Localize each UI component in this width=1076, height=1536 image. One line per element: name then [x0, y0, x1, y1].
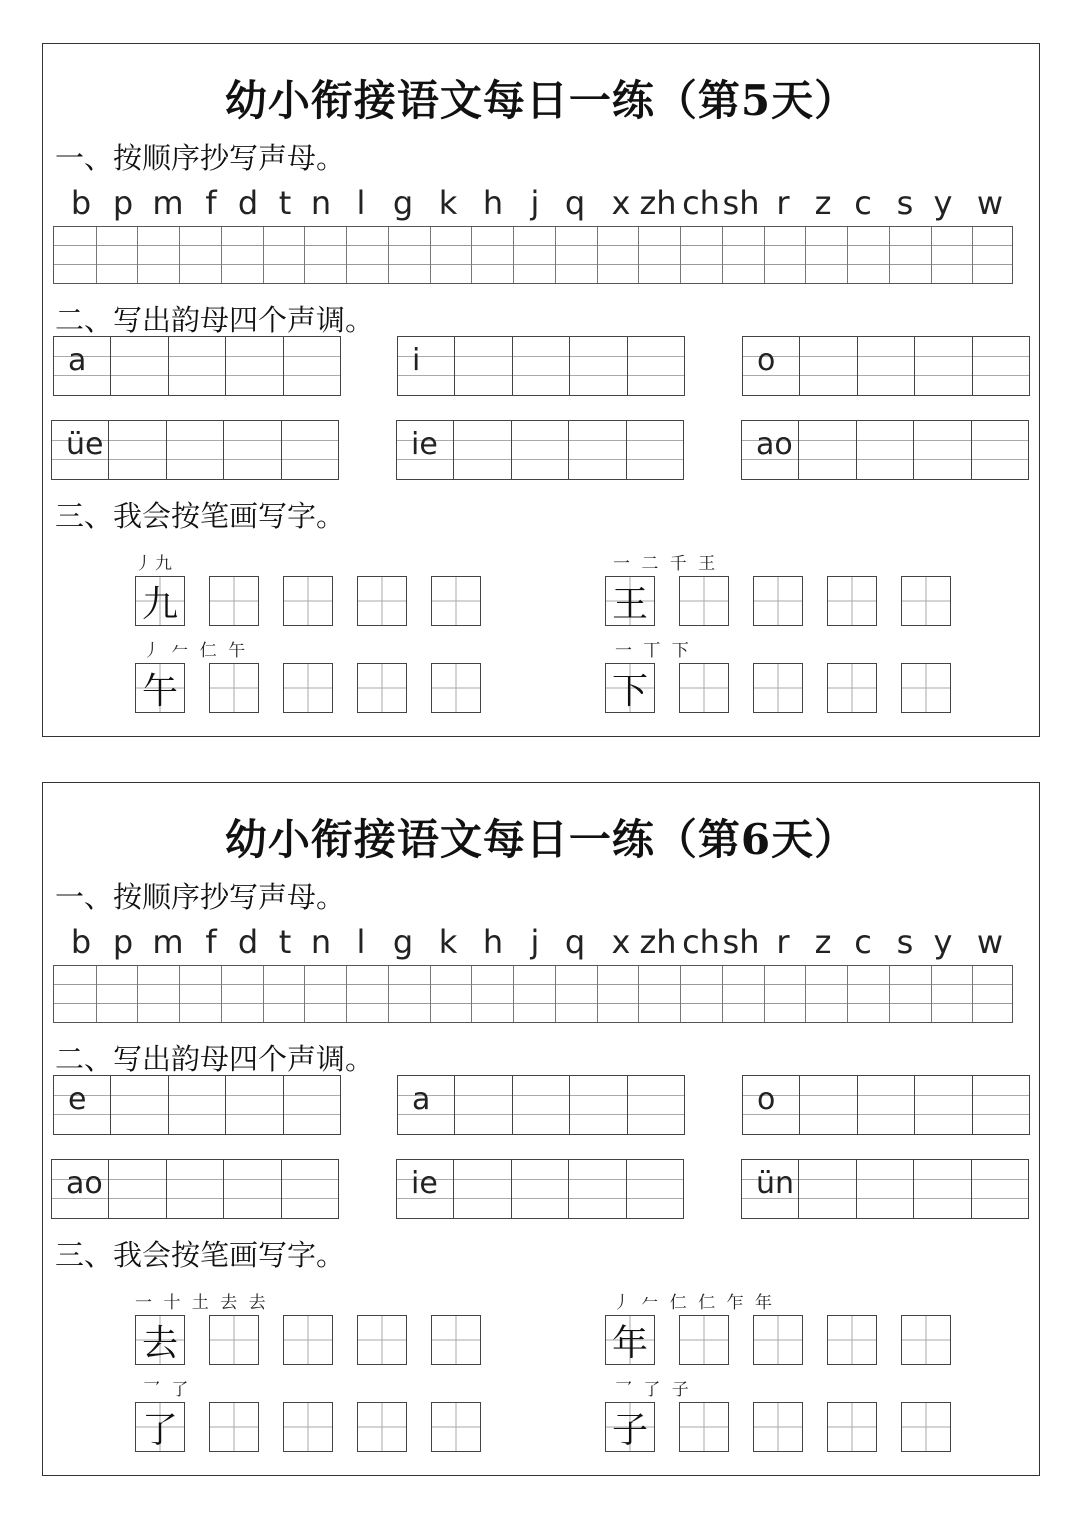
worksheet-title: 幼小衔接语文每日一练（第6天） [224, 815, 858, 864]
stroke-order-hint: 丿九 [135, 554, 175, 574]
tone-writing-cell[interactable] [799, 1160, 856, 1218]
tone-writing-cell[interactable] [570, 337, 627, 395]
tone-writing-cell[interactable] [455, 1076, 512, 1134]
final-label-cell [398, 337, 455, 395]
practice-character-box[interactable] [753, 576, 803, 626]
grid-column-line [137, 966, 138, 1022]
grid-column-line [263, 227, 264, 283]
final-tone-row[interactable] [53, 336, 341, 396]
tone-writing-cell[interactable] [915, 337, 972, 395]
grid-column-line [513, 227, 514, 283]
practice-character-box[interactable] [283, 1402, 333, 1452]
tone-writing-cell[interactable] [224, 421, 281, 479]
tone-writing-cell[interactable] [512, 1160, 569, 1218]
final-label-cell [397, 1160, 454, 1218]
initial-letter: z [814, 184, 832, 222]
grid-column-line [304, 966, 305, 1022]
initial-letter: b [70, 923, 92, 961]
final-tone-row[interactable] [397, 336, 685, 396]
grid-column-line [847, 227, 848, 283]
initial-letter: d [237, 184, 259, 222]
grid-column-line [137, 227, 138, 283]
section-1-heading: 一、按顺序抄写声母。 [55, 141, 346, 175]
initial-letter: q [564, 184, 586, 222]
initial-letter: c [854, 184, 872, 222]
worksheet-title: 幼小衔接语文每日一练（第5天） [224, 76, 858, 125]
tone-writing-cell[interactable] [284, 337, 340, 395]
initial-letter: l [356, 923, 366, 961]
tone-writing-cell[interactable] [454, 1160, 511, 1218]
tone-writing-cell[interactable] [569, 1160, 626, 1218]
practice-character-box[interactable] [283, 663, 333, 713]
practice-character-box[interactable] [827, 1402, 877, 1452]
initial-letter: s [896, 923, 914, 961]
grid-column-line [221, 966, 222, 1022]
tone-writing-cell[interactable] [570, 1076, 627, 1134]
grid-column-line [597, 966, 598, 1022]
practice-character-box[interactable] [357, 576, 407, 626]
practice-character-box[interactable] [431, 663, 481, 713]
tone-writing-cell[interactable] [282, 421, 338, 479]
practice-character-box[interactable] [357, 1315, 407, 1365]
initial-letter: ch [682, 923, 720, 961]
section-3-heading: 三、我会按笔画写字。 [55, 1238, 346, 1272]
tone-writing-cell[interactable] [858, 337, 915, 395]
model-character: 王 [611, 583, 648, 625]
practice-character-box[interactable] [283, 1315, 333, 1365]
grid-column-line [764, 227, 765, 283]
final-label: o [757, 343, 776, 378]
final-label: ie [411, 427, 438, 462]
final-tone-row[interactable] [396, 420, 684, 480]
final-label-cell [398, 1076, 455, 1134]
initial-letter: d [237, 923, 259, 961]
copy-grid[interactable] [53, 965, 1013, 1023]
initial-letter: w [976, 184, 1004, 222]
stroke-order-hint: 乛 了 子 [615, 1380, 692, 1400]
grid-column-line [179, 966, 180, 1022]
initial-letter: ch [682, 184, 720, 222]
initial-letter: x [611, 923, 631, 961]
final-tone-row[interactable] [396, 1159, 684, 1219]
practice-character-box[interactable] [209, 1315, 259, 1365]
grid-column-line [847, 966, 848, 1022]
stroke-order-hint: 丿 𠂉 仁 仁 乍 年 [613, 1293, 776, 1313]
practice-character-box[interactable] [753, 663, 803, 713]
practice-character-box[interactable] [827, 663, 877, 713]
tone-writing-cell[interactable] [973, 1076, 1029, 1134]
practice-character-box[interactable] [753, 1402, 803, 1452]
tone-writing-cell[interactable] [513, 337, 570, 395]
initial-letter: sh [722, 923, 760, 961]
grid-column-line [638, 227, 639, 283]
tone-writing-cell[interactable] [627, 1160, 683, 1218]
final-label-cell [54, 337, 111, 395]
grid-column-line [96, 227, 97, 283]
initial-letter: h [482, 923, 504, 961]
initial-letter: h [482, 184, 504, 222]
tone-writing-cell[interactable] [857, 1160, 914, 1218]
final-label: üe [66, 427, 104, 462]
initial-letter: z [814, 923, 832, 961]
initial-letter: t [278, 184, 292, 222]
tone-writing-cell[interactable] [109, 421, 166, 479]
initial-letter: k [438, 923, 458, 961]
tone-writing-cell[interactable] [973, 337, 1029, 395]
grid-column-line [597, 227, 598, 283]
tone-writing-cell[interactable] [454, 421, 511, 479]
initial-letter: f [205, 184, 217, 222]
initial-letter: g [392, 184, 414, 222]
grid-column-line [680, 966, 681, 1022]
initial-letter: j [530, 923, 540, 961]
grid-column-line [430, 227, 431, 283]
grid-column-line [179, 227, 180, 283]
grid-column-line [555, 966, 556, 1022]
grid-column-line [972, 966, 973, 1022]
final-tone-row[interactable] [741, 420, 1029, 480]
tone-writing-cell[interactable] [513, 1076, 570, 1134]
grid-column-line [388, 227, 389, 283]
model-character-box [135, 1315, 185, 1365]
tone-writing-cell[interactable] [914, 1160, 971, 1218]
initial-letter: m [152, 923, 184, 961]
final-label: ao [66, 1166, 103, 1201]
copy-grid[interactable] [53, 226, 1013, 284]
stroke-order-hint: 丿 𠂉 仁 午 [143, 641, 249, 661]
initial-letter: zh [639, 184, 677, 222]
tone-writing-cell[interactable] [111, 337, 168, 395]
model-character-box [605, 576, 655, 626]
final-label: ie [411, 1166, 438, 1201]
final-tone-row[interactable] [397, 1075, 685, 1135]
final-label-cell [742, 421, 799, 479]
tone-writing-cell[interactable] [857, 421, 914, 479]
final-tone-row[interactable] [741, 1159, 1029, 1219]
practice-character-box[interactable] [431, 576, 481, 626]
grid-column-line [722, 227, 723, 283]
tone-writing-cell[interactable] [224, 1160, 281, 1218]
final-label-cell [54, 1076, 111, 1134]
initial-letter: t [278, 923, 292, 961]
section-2-heading: 二、写出韵母四个声调。 [55, 303, 375, 337]
grid-column-line [722, 966, 723, 1022]
initial-letter: l [356, 184, 366, 222]
tone-writing-cell[interactable] [799, 421, 856, 479]
model-character-box [135, 663, 185, 713]
stroke-order-hint: 一 十 土 去 去 [135, 1293, 269, 1313]
final-label-cell [52, 421, 109, 479]
practice-character-box[interactable] [901, 576, 951, 626]
grid-column-line [430, 966, 431, 1022]
grid-column-line [638, 966, 639, 1022]
tone-writing-cell[interactable] [167, 421, 224, 479]
tone-writing-cell[interactable] [915, 1076, 972, 1134]
tone-writing-cell[interactable] [455, 337, 512, 395]
model-character: 子 [611, 1409, 648, 1451]
grid-column-line [805, 227, 806, 283]
model-character: 年 [611, 1322, 648, 1364]
grid-column-line [346, 966, 347, 1022]
grid-column-line [388, 966, 389, 1022]
practice-character-box[interactable] [753, 1315, 803, 1365]
tone-writing-cell[interactable] [169, 337, 226, 395]
final-tone-row[interactable] [742, 336, 1030, 396]
model-character: 了 [141, 1409, 178, 1451]
model-character-box [605, 1315, 655, 1365]
grid-column-line [555, 227, 556, 283]
tone-writing-cell[interactable] [169, 1076, 226, 1134]
initial-letter: r [776, 184, 790, 222]
model-character-box [605, 663, 655, 713]
initial-letter: y [933, 184, 953, 222]
final-label: ao [756, 427, 793, 462]
final-label-cell [743, 337, 800, 395]
grid-column-line [304, 227, 305, 283]
initial-letter: p [112, 923, 134, 961]
initial-letter: n [310, 184, 332, 222]
worksheet-day-6 [42, 782, 1040, 1476]
final-tone-row[interactable] [51, 1159, 339, 1219]
final-label-cell [743, 1076, 800, 1134]
initial-letter: y [933, 923, 953, 961]
practice-character-box[interactable] [209, 1402, 259, 1452]
model-character: 下 [611, 670, 648, 712]
grid-column-line [805, 966, 806, 1022]
model-character-box [605, 1402, 655, 1452]
grid-column-line [471, 966, 472, 1022]
practice-character-box[interactable] [209, 576, 259, 626]
initial-letter: k [438, 184, 458, 222]
initial-letter: g [392, 923, 414, 961]
practice-character-box[interactable] [431, 1402, 481, 1452]
grid-column-line [931, 966, 932, 1022]
model-character-box [135, 1402, 185, 1452]
practice-character-box[interactable] [357, 1402, 407, 1452]
grid-column-line [96, 966, 97, 1022]
tone-writing-cell[interactable] [226, 337, 283, 395]
initial-letter: w [976, 923, 1004, 961]
tone-writing-cell[interactable] [972, 1160, 1028, 1218]
model-character: 去 [141, 1322, 178, 1364]
grid-column-line [471, 227, 472, 283]
final-label-cell [397, 421, 454, 479]
initial-letter: n [310, 923, 332, 961]
practice-character-box[interactable] [431, 1315, 481, 1365]
grid-column-line [513, 966, 514, 1022]
final-label-cell [742, 1160, 799, 1218]
final-label: a [412, 1082, 431, 1117]
practice-character-box[interactable] [679, 1402, 729, 1452]
tone-writing-cell[interactable] [800, 1076, 857, 1134]
initial-letter: s [896, 184, 914, 222]
grid-column-line [931, 227, 932, 283]
initial-letter: r [776, 923, 790, 961]
tone-writing-cell[interactable] [167, 1160, 224, 1218]
practice-character-box[interactable] [827, 1315, 877, 1365]
practice-character-box[interactable] [901, 663, 951, 713]
initial-letter: c [854, 923, 872, 961]
grid-column-line [346, 227, 347, 283]
practice-character-box[interactable] [827, 576, 877, 626]
stroke-order-hint: 乛 了 [143, 1380, 192, 1400]
initial-letter: f [205, 923, 217, 961]
grid-column-line [680, 227, 681, 283]
final-tone-row[interactable] [51, 420, 339, 480]
tone-writing-cell[interactable] [972, 421, 1028, 479]
grid-column-line [221, 227, 222, 283]
practice-character-box[interactable] [901, 1402, 951, 1452]
initial-letter: zh [639, 923, 677, 961]
final-tone-row[interactable] [53, 1075, 341, 1135]
initial-letter: x [611, 184, 631, 222]
tone-writing-cell[interactable] [282, 1160, 338, 1218]
model-character: 午 [141, 670, 178, 712]
initials-row [53, 184, 1013, 228]
final-label: ün [756, 1166, 795, 1201]
final-label-cell [52, 1160, 109, 1218]
tone-writing-cell[interactable] [109, 1160, 166, 1218]
tone-writing-cell[interactable] [800, 337, 857, 395]
initial-letter: m [152, 184, 184, 222]
tone-writing-cell[interactable] [627, 421, 683, 479]
initials-row [53, 923, 1013, 967]
initial-letter: sh [722, 184, 760, 222]
practice-character-box[interactable] [679, 1315, 729, 1365]
final-tone-row[interactable] [742, 1075, 1030, 1135]
tone-writing-cell[interactable] [628, 337, 684, 395]
initial-letter: p [112, 184, 134, 222]
initial-letter: q [564, 923, 586, 961]
grid-column-line [764, 966, 765, 1022]
tone-writing-cell[interactable] [914, 421, 971, 479]
tone-writing-cell[interactable] [569, 421, 626, 479]
practice-character-box[interactable] [357, 663, 407, 713]
section-1-heading: 一、按顺序抄写声母。 [55, 880, 346, 914]
grid-column-line [889, 966, 890, 1022]
practice-character-box[interactable] [679, 576, 729, 626]
practice-character-box[interactable] [283, 576, 333, 626]
initial-letter: b [70, 184, 92, 222]
practice-character-box[interactable] [209, 663, 259, 713]
final-label: a [68, 343, 87, 378]
tone-writing-cell[interactable] [628, 1076, 684, 1134]
model-character: 九 [141, 583, 178, 625]
stroke-order-hint: 一 二 千 王 [613, 554, 719, 574]
model-character-box [135, 576, 185, 626]
final-label: o [757, 1082, 776, 1117]
tone-writing-cell[interactable] [284, 1076, 340, 1134]
section-3-heading: 三、我会按笔画写字。 [55, 499, 346, 533]
initial-letter: j [530, 184, 540, 222]
worksheet-day-5 [42, 43, 1040, 737]
tone-writing-cell[interactable] [512, 421, 569, 479]
grid-column-line [263, 966, 264, 1022]
practice-character-box[interactable] [901, 1315, 951, 1365]
tone-writing-cell[interactable] [226, 1076, 283, 1134]
grid-column-line [972, 227, 973, 283]
stroke-order-hint: 一 丅 下 [615, 641, 692, 661]
practice-character-box[interactable] [679, 663, 729, 713]
tone-writing-cell[interactable] [111, 1076, 168, 1134]
grid-column-line [889, 227, 890, 283]
section-2-heading: 二、写出韵母四个声调。 [55, 1042, 375, 1076]
tone-writing-cell[interactable] [858, 1076, 915, 1134]
final-label: i [412, 343, 421, 378]
final-label: e [68, 1082, 87, 1117]
